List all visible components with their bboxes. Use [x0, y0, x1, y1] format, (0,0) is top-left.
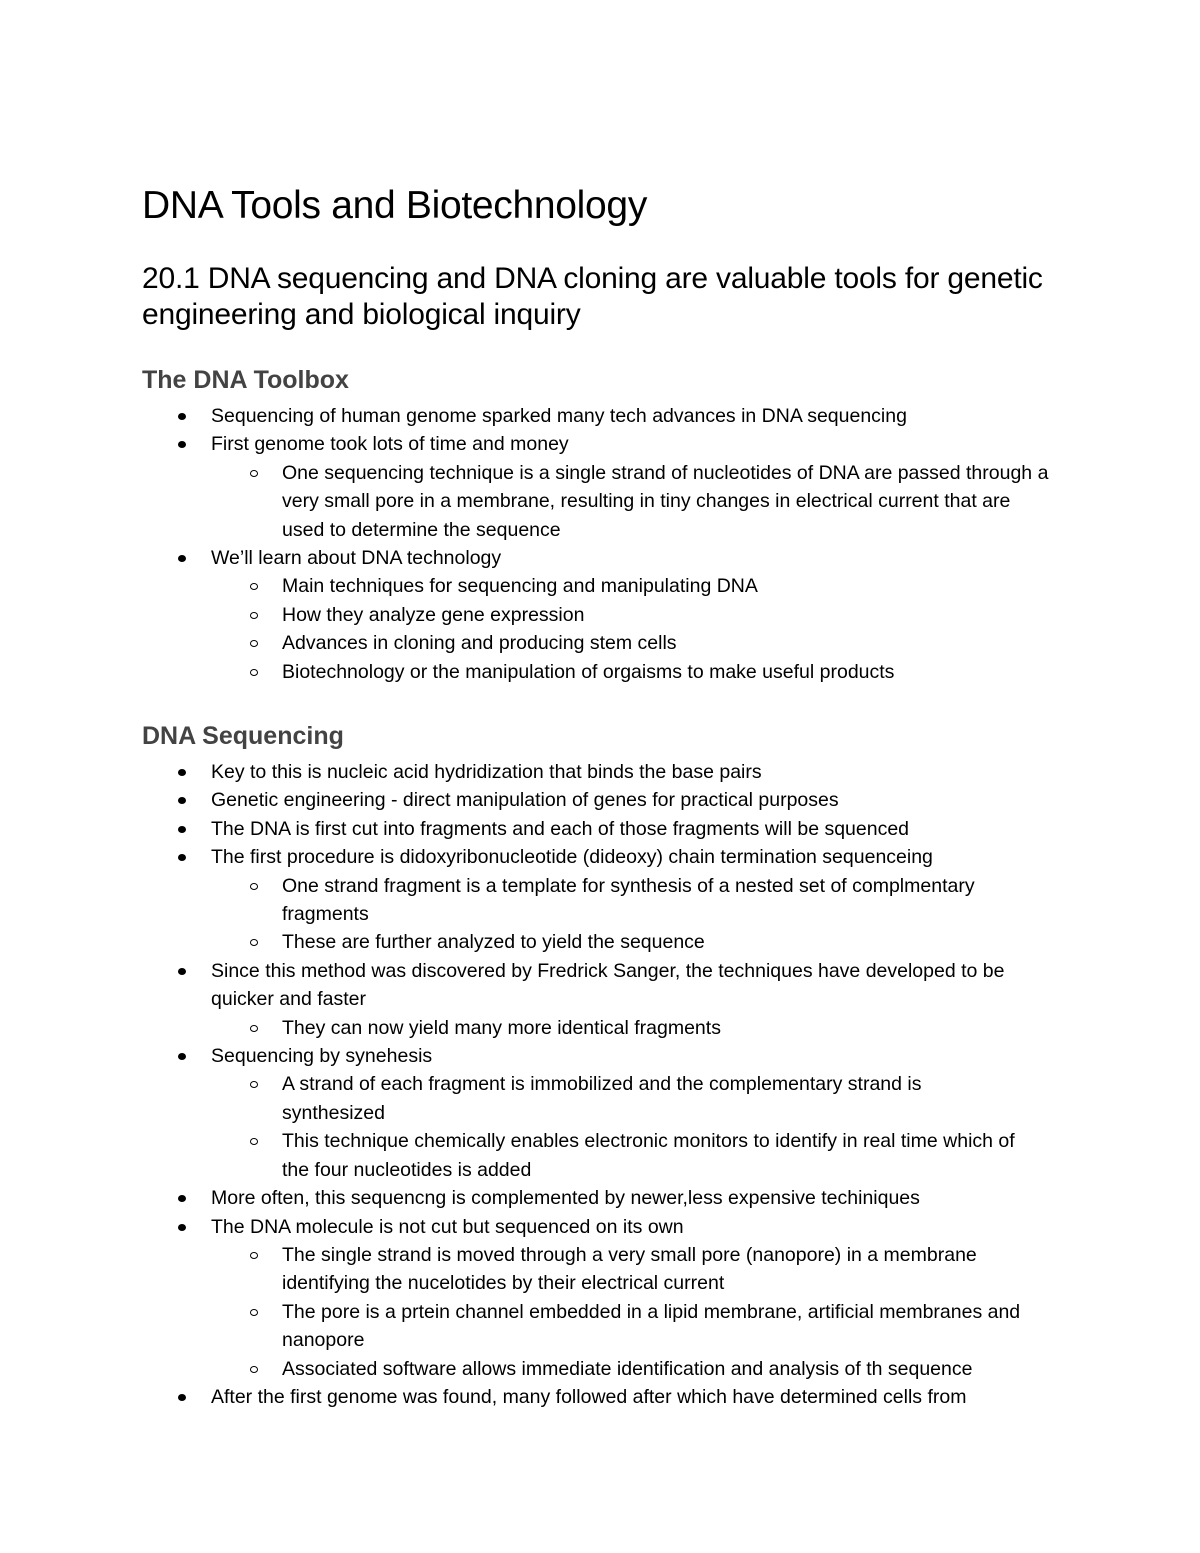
list-item: The first procedure is didoxyribonucleotide (dideoxy) chain termination sequenceing	[142, 843, 1082, 871]
list-item: Associated software allows immediate identification and analysis of th sequence	[142, 1355, 1082, 1383]
filled-bullet-icon	[178, 1053, 186, 1060]
filled-bullet-icon	[178, 769, 186, 776]
list-item: The DNA molecule is not cut but sequenced on its own	[142, 1213, 1082, 1241]
list-item: One sequencing technique is a single strand of nucleotides of DNA are passed through a very small pore in a membrane, resulting in tiny changes in electrical current that are used to determine the sequence	[142, 459, 1082, 544]
list-item: First genome took lots of time and money	[142, 430, 1082, 458]
hollow-bullet-icon	[250, 1025, 258, 1032]
list-item: One strand fragment is a template for synthesis of a nested set of complmentary fragments	[142, 872, 1082, 929]
list-item: We’ll learn about DNA technology	[142, 544, 1082, 572]
list-item: The single strand is moved through a very small pore (nanopore) in a membrane identifying the nucelotides by their electrical current	[142, 1241, 1082, 1298]
list-item: Advances in cloning and producing stem cells	[142, 629, 1082, 657]
filled-bullet-icon	[178, 1224, 186, 1231]
list-item: They can now yield many more identical fragments	[142, 1014, 1082, 1042]
subsection-heading-dna-sequencing: DNA Sequencing	[142, 722, 344, 750]
list-item: Biotechnology or the manipulation of orgaisms to make useful products	[142, 658, 1082, 686]
hollow-bullet-icon	[250, 640, 258, 647]
hollow-bullet-icon	[250, 612, 258, 619]
hollow-bullet-icon	[250, 1309, 258, 1316]
filled-bullet-icon	[178, 826, 186, 833]
list-item: Genetic engineering - direct manipulation of genes for practical purposes	[142, 786, 1082, 814]
list-item: Sequencing by synehesis	[142, 1042, 1082, 1070]
hollow-bullet-icon	[250, 669, 258, 676]
list-item: These are further analyzed to yield the sequence	[142, 928, 1082, 956]
section-heading: 20.1 DNA sequencing and DNA cloning are valuable tools for genetic engineering and biological inquiry	[142, 262, 1043, 331]
list-item: Main techniques for sequencing and manipulating DNA	[142, 572, 1082, 600]
filled-bullet-icon	[178, 797, 186, 804]
hollow-bullet-icon	[250, 1252, 258, 1259]
list-item: The pore is a prtein channel embedded in a lipid membrane, artificial membranes and nanopore	[142, 1298, 1082, 1355]
bullet-list-dna-sequencing	[142, 758, 1082, 1411]
bullet-list-dna-toolbox	[142, 402, 1082, 686]
filled-bullet-icon	[178, 1195, 186, 1202]
filled-bullet-icon	[178, 854, 186, 861]
filled-bullet-icon	[178, 413, 186, 420]
list-item: This technique chemically enables electronic monitors to identify in real time which of the four nucleotides is added	[142, 1127, 1082, 1184]
hollow-bullet-icon	[250, 470, 258, 477]
filled-bullet-icon	[178, 555, 186, 562]
list-item: Sequencing of human genome sparked many tech advances in DNA sequencing	[142, 402, 1082, 430]
filled-bullet-icon	[178, 1394, 186, 1401]
hollow-bullet-icon	[250, 583, 258, 590]
hollow-bullet-icon	[250, 883, 258, 890]
list-item: More often, this sequencng is complemented by newer,less expensive techiniques	[142, 1184, 1082, 1212]
list-item: Since this method was discovered by Fredrick Sanger, the techniques have developed to be quicker and faster	[142, 957, 1082, 1014]
list-item: How they analyze gene expression	[142, 601, 1082, 629]
hollow-bullet-icon	[250, 1081, 258, 1088]
filled-bullet-icon	[178, 968, 186, 975]
list-item: After the first genome was found, many followed after which have determined cells from	[142, 1383, 1082, 1411]
document-title: DNA Tools and Biotechnology	[142, 184, 648, 227]
hollow-bullet-icon	[250, 1366, 258, 1373]
list-item: The DNA is first cut into fragments and each of those fragments will be squenced	[142, 815, 1082, 843]
list-item: Key to this is nucleic acid hydridization that binds the base pairs	[142, 758, 1082, 786]
filled-bullet-icon	[178, 441, 186, 448]
list-item: A strand of each fragment is immobilized and the complementary strand is synthesized	[142, 1070, 1082, 1127]
subsection-heading-dna-toolbox: The DNA Toolbox	[142, 366, 349, 394]
hollow-bullet-icon	[250, 939, 258, 946]
hollow-bullet-icon	[250, 1138, 258, 1145]
